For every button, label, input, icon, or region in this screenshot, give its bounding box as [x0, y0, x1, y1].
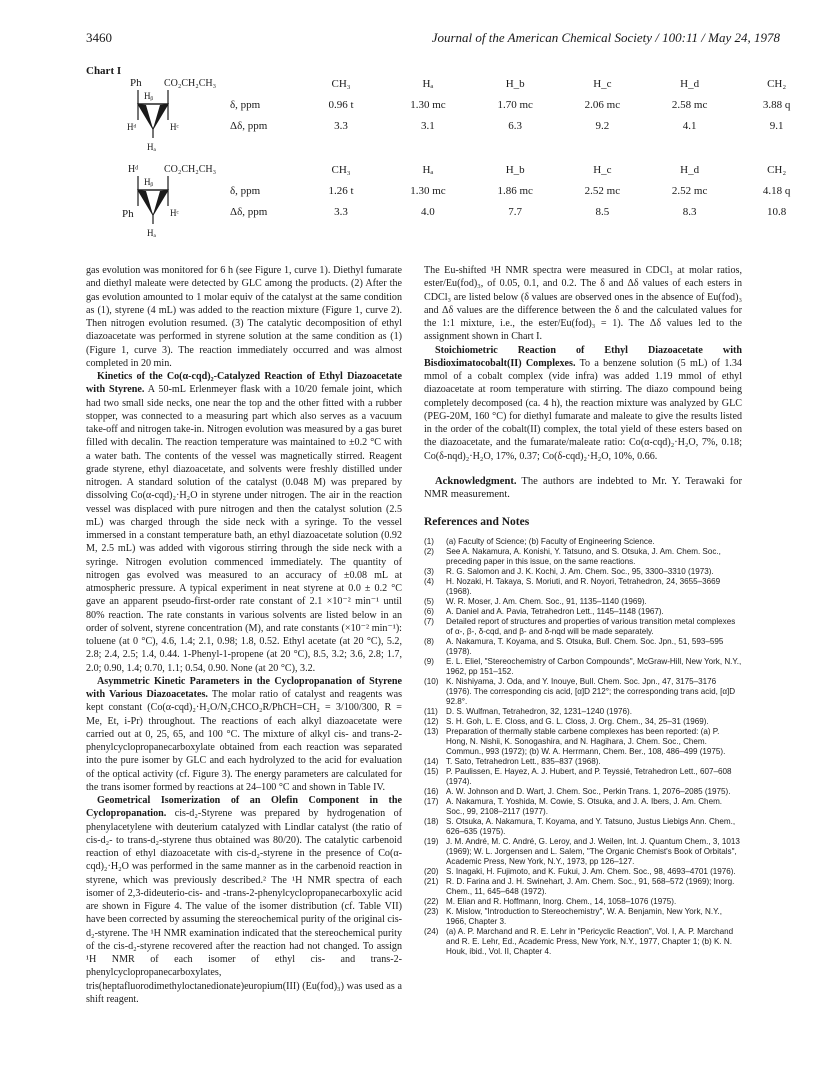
reference-text: A. Nakamura, T. Koyama, and S. Otsuka, Bull. Chem. Soc. Jpn., 51, 593–595 (1978).: [446, 636, 724, 656]
reference-item: [424, 787, 742, 797]
nmr-table-2-shift-row: [228, 201, 820, 222]
value-cell: 7.7: [508, 205, 523, 218]
page-number: 3460: [86, 30, 112, 45]
reference-item: [424, 567, 742, 577]
reference-item: [424, 617, 742, 637]
reference-item: [424, 537, 742, 547]
reference-number: (9): [424, 656, 434, 666]
body-paragraph: [86, 370, 402, 675]
reference-number: (10): [424, 676, 439, 686]
reference-number: (23): [424, 906, 439, 916]
value-cell: 1.30 mc: [410, 98, 446, 111]
body-paragraph: The Eu-shifted ¹H NMR spectra were measured in CDCl₃ at molar ratios, ester/Eu(fod)₃, of 0.05, 0.1, and 0.2. The δ and Δδ values of each esters in CDCl₃ are listed below (δ values are observed ones in the absence of Eu(fod)₃ and Δδ values are the difference between the δ and the calculated values for the 1:1 mixture, i.e., the ester/Eu(fod)₃ = 1). The Δδ values led to the assignment shown in Chart I.: [424, 265, 742, 343]
value-cell: 1.70 mc: [497, 98, 533, 111]
section-text: The molar ratio of catalyst and reagents was kept constant (Co(α-cqd)₂·H₂O/N₂CHCO₂R/PhCH=CH₂ = 3/100/300, R = Me, Et, i-Pr) throughout. The reactions of each alkyl diazoacetate were carried out at 0, 25, 65, and 100 °C. The mixture of alkyl cis- and trans-2-phenylcyclopropanecarboxylate obtained from each reaction was separated into the pure isomer by GLC and each hydrolyzed to the acid for evaluation of the optical activity (cf. Figure 3). The energy parameters are calculated for the trans isomer formed by reactions at 24–100 °C and shown in Table IV.: [86, 689, 403, 793]
reference-text: K. Nishiyama, J. Oda, and Y. Inouye, Bull. Chem. Soc. Jpn., 47, 3175–3176 (1976). The corresponding cis acid, [α]D 212°; the corresponding trans acid, [α]D 92.8°.: [446, 676, 736, 706]
value-cell: 8.5: [595, 205, 610, 218]
reference-text: A. Nakamura, T. Yoshida, M. Cowie, S. Otsuka, and J. A. Ibers, J. Am. Chem. Soc., 99, 2108–2117 (1977).: [446, 796, 723, 816]
chart-label: Chart I: [86, 65, 122, 77]
row-label: δ, ppm: [230, 98, 261, 111]
value-cell: 3.3: [334, 119, 348, 132]
references-list: [424, 537, 742, 957]
struct1-ester: CO₂CH₂CH₃: [164, 78, 217, 89]
reference-number: (12): [424, 716, 439, 726]
reference-number: (7): [424, 616, 434, 626]
reference-text: H. Nozaki, H. Takaya, S. Moriuti, and R. Noyori, Tetrahedron, 24, 3655–3669 (1968).: [446, 576, 721, 596]
header-cell: H_c: [593, 77, 612, 90]
nmr-table-1-header-row: [228, 73, 820, 94]
struct2-hc: Hᶜ: [170, 208, 179, 218]
header-cell: CH₂: [767, 163, 787, 176]
reference-text: (a) Faculty of Science; (b) Faculty of Engineering Science.: [446, 536, 655, 546]
cyclopropane-structure-2: [108, 158, 238, 248]
nmr-table-1: [228, 73, 820, 136]
body-paragraph: [86, 794, 402, 1006]
value-cell: 1.86 mc: [497, 184, 533, 197]
value-cell: 2.06 mc: [584, 98, 621, 111]
reference-item: [424, 867, 742, 877]
reference-number: (3): [424, 566, 434, 576]
reference-number: (1): [424, 536, 434, 546]
reference-number: (14): [424, 756, 439, 766]
reference-text: Detailed report of structures and properties of various transition metal complexes of α-, β-, δ-cqd, and β- and δ-nqd will be made separately.: [446, 616, 736, 636]
reference-text: D. S. Wulfman, Tetrahedron, 32, 1231–1240 (1976).: [446, 706, 632, 716]
value-cell: 0.96 t: [328, 98, 354, 111]
struct2-ha: Hₐ: [147, 228, 156, 238]
header-cell: Hₐ: [422, 163, 434, 176]
reference-text: (a) A. P. Marchand and R. E. Lehr in "Pericyclic Reaction", Vol. I, A. P. Marchand and R. E. Lehr, Ed., Academic Press, New York, N.Y., 1977, Chapter 1; (b) K. N. Houk, ibid., Vol. II, Chapter 4.: [446, 926, 734, 956]
header-cell: CH₂: [767, 77, 787, 90]
reference-number: (13): [424, 726, 439, 736]
row-label: Δδ, ppm: [230, 119, 268, 132]
struct1-hd: Hᵈ: [127, 122, 137, 132]
value-cell: 1.30 mc: [410, 184, 446, 197]
reference-item: [424, 907, 742, 927]
reference-number: (19): [424, 836, 439, 846]
struct2-ph: Ph: [122, 208, 134, 220]
reference-item: [424, 577, 742, 597]
reference-text: K. Mislow, "Introduction to Stereochemistry", W. A. Benjamin, New York, N.Y., 1966, Chapter 3.: [446, 906, 722, 926]
struct1-hc: Hᶜ: [170, 122, 179, 132]
reference-item: [424, 897, 742, 907]
reference-number: (4): [424, 576, 434, 586]
reference-item: [424, 757, 742, 767]
reference-number: (11): [424, 706, 438, 716]
value-cell: 8.3: [682, 205, 697, 218]
struct1-hb: Hᵦ: [144, 91, 154, 101]
value-cell: 3.1: [421, 119, 435, 132]
reference-number: (2): [424, 546, 434, 556]
reference-text: R. D. Farina and J. H. Swinehart, J. Am. Chem. Soc., 91, 568–572 (1969); Inorg. Chem., 11, 645–648 (1972).: [446, 876, 735, 896]
value-cell: 9.2: [595, 119, 610, 132]
reference-number: (22): [424, 896, 439, 906]
reference-text: Preparation of thermally stable carbene complexes has been reported: (a) P. Hong, N. Nishii, K. Sonogashira, and N. Hagihara, J. Chem. Soc., Chem. Commun., 993 (1972); (b) W. A. Herrmann, Chem. Ber., 108, 486–499 (1975).: [446, 726, 726, 756]
value-cell: 2.52 mc: [584, 184, 621, 197]
row-label: Δδ, ppm: [230, 205, 268, 218]
reference-item: [424, 877, 742, 897]
header-cell: H_d: [680, 77, 700, 90]
value-cell: 4.18 q: [762, 184, 791, 197]
struct1-ph: Ph: [130, 77, 142, 89]
reference-item: [424, 797, 742, 817]
section-heading: Asymmetric Kinetic Parameters in the Cyclopropanation of Styrene with Various Diazoacetates.: [86, 675, 402, 700]
reference-number: (6): [424, 606, 434, 616]
reference-item: [424, 607, 742, 617]
references-title: References and Notes: [424, 516, 530, 529]
reference-item: [424, 837, 742, 867]
struct1-ha: Hₐ: [147, 142, 156, 152]
nmr-table-2-header-row: [228, 159, 820, 180]
struct2-hd: Hᵈ: [128, 164, 139, 175]
reference-item: [424, 657, 742, 677]
reference-item: [424, 927, 742, 957]
value-cell: 2.58 mc: [671, 98, 708, 111]
reference-number: (17): [424, 796, 439, 806]
reference-item: [424, 717, 742, 727]
section-text: cis-d₂-Styrene was prepared by hydrogenation of phenylacetylene with deuterium catalyzed with Lindlar catalyst (the ratio of cis-d₂- to trans-d₂-styrene thus obtained was 80/20). The catalytic carbenoid reaction of ethyl diazoacetate with cis-d₂-styrene in the presence of Co(α-cqd)₂·H₂O was performed in the same manner as in the carbenoid reaction in styrene, which was previously described.² The ¹H NMR spectra of each isomer of 2,3-dideuterio-cis- and -trans-2-phenylcyclopropanecarboxylic acid are shown in Figure 4. The value of the isomer distribution (cf. Table VII) have been corrected by assuming the stereochemical purity of the original cis-d₂-styrene. The ¹H NMR examination indicated that the stereochemical purity of the cis-d₂-styrene recovered after the reaction had not changed. To assign ¹H NMR of each isomer of ethyl cis- and trans-2-phenylcyclopropanecarboxylates, tris(heptafluorodimethyloctanedionate)europium(III) (Eu(fod)₃) was used as a shift reagent.: [86, 808, 402, 1005]
nmr-table-2: [228, 159, 820, 222]
body-paragraph: [86, 675, 402, 794]
reference-text: P. Paulissen, E. Hayez, A. J. Hubert, and P. Teyssié, Tetrahedron Lett., 607–608 (1974).: [446, 766, 732, 786]
reference-number: (18): [424, 816, 439, 826]
header-cell: CH₃: [331, 77, 351, 90]
section-heading: Stoichiometric Reaction of Ethyl Diazoacetate with Bisdioximatocobalt(II) Complexes.: [424, 344, 742, 369]
header-cell: H_b: [505, 77, 525, 90]
header-cell: H_b: [505, 163, 525, 176]
reference-number: (15): [424, 766, 439, 776]
value-cell: 3.3: [334, 205, 348, 218]
reference-text: W. R. Moser, J. Am. Chem. Soc., 91, 1135–1140 (1969).: [446, 596, 647, 606]
journal-header: Journal of the American Chemical Society / 100:11 / May 24, 1978: [431, 30, 780, 45]
struct2-ester: CO₂CH₂CH₃: [164, 164, 217, 175]
value-cell: 10.8: [767, 205, 787, 218]
reference-text: A. W. Johnson and D. Wart, J. Chem. Soc., Perkin Trans. 1, 2076–2085 (1975).: [446, 786, 731, 796]
reference-text: J. M. André, M. C. André, G. Leroy, and J. Weilen, Int. J. Quantum Chem., 3, 1013 (1969); W. L. Jorgensen and L. Salem, "The Organic Chemist's Book of Orbitals", Academic Press, New York, N.Y., 1973, pp 126–127.: [446, 836, 740, 866]
body-paragraph: [424, 344, 742, 463]
reference-text: See A. Nakamura, A. Konishi, Y. Tatsuno, and S. Otsuka, J. Am. Chem. Soc., preceding paper in this issue, on the same reactions.: [446, 546, 721, 566]
reference-text: S. H. Goh, L. E. Closs, and G. L. Closs, J. Org. Chem., 34, 25–31 (1969).: [446, 716, 709, 726]
body-paragraph: gas evolution was monitored for 6 h (see Figure 1, curve 1). Diethyl fumarate and diethyl maleate were detected by GLC among the products. (2) After the gas evolution amounted to 1 molar equiv of the catalyst at the same condition as (1), styrene (4 mL) was added to the reaction mixture (Figure 1, curve 2). Then nitrogen evolution resumed. (3) The catalytic decomposition of ethyl diazoacetate was performed in styrene solution at the same condition as (1) (Figure 1, curve 3). The reaction immediately occurred and was almost completed in 20 min.: [86, 265, 402, 369]
reference-item: [424, 637, 742, 657]
left-column: [86, 264, 402, 1006]
reference-item: [424, 597, 742, 607]
value-cell: 4.1: [682, 119, 697, 132]
reference-number: (5): [424, 596, 434, 606]
acknowledgment-text: The authors are indebted to Mr. Y. Terawaki for NMR measurement.: [424, 475, 742, 500]
reference-text: T. Sato, Tetrahedron Lett., 835–837 (1968).: [446, 756, 601, 766]
reference-number: (24): [424, 926, 439, 936]
nmr-table-2-delta-row: [228, 180, 820, 201]
section-heading: Kinetics of the Co(α-cqd)₂-Catalyzed Reaction of Ethyl Diazoacetate with Styrene.: [86, 371, 402, 396]
reference-number: (16): [424, 786, 439, 796]
reference-item: [424, 707, 742, 717]
value-cell: 2.52 mc: [671, 184, 708, 197]
value-cell: 4.0: [421, 205, 435, 218]
nmr-table-1-shift-row: [228, 115, 820, 136]
header-cell: CH₃: [331, 163, 351, 176]
value-cell: 6.3: [508, 119, 523, 132]
right-column: [424, 264, 742, 957]
section-text: To a benzene solution (5 mL) of 1.34 mmol of a cobalt complex (vide infra) was added 1.19 mmol of ethyl diazoacetate at room temperature with stirring. The diazo compound being completely decomposed (ca. 4 h), the reaction mixture was analyzed by GLC (PEG-20M, 160 °C) for diethyl fumarate and maleate to give the results listed in the order of the cobalt(II) complex, the total yield of these esters based on the diazoacetate, and the fumarate/maleate ratio: Co(α-cqd)₂·H₂O, 7%, 0.18; Co(δ-nqd)₂·H₂O, 17%, 0.37; Co(δ-cqd)₂·H₂O, 10%, 0.66.: [424, 357, 742, 462]
reference-item: [424, 547, 742, 567]
cyclopropane-structure-1: [108, 72, 238, 162]
reference-number: (8): [424, 636, 434, 646]
reference-item: [424, 817, 742, 837]
reference-number: (20): [424, 866, 439, 876]
reference-text: R. G. Salomon and J. K. Kochi, J. Am. Chem. Soc., 95, 3300–3310 (1973).: [446, 566, 714, 576]
struct2-hb: Hᵦ: [144, 177, 154, 187]
reference-number: (21): [424, 876, 439, 886]
section-text: A 50-mL Erlenmeyer flask with a 10/20 female joint, which had two small side necks, one near the top and the other fitted with a rubber stopper, was connected to a measuring part which also serves as a vacuum take-off and nitrogen take-in. Nitrogen evolution was measured by a gas buret filled with decalin. The reaction temperature was maintained to ±0.2 °C with a water bath. The contents of the vessel was magnetically stirred. Reagent grade styrene, ethyl diazoacetate, and solvents were freshly distilled under nitrogen. A standard solution of the catalyst (0.048 M) was prepared by dissolving Co(α-cqd)₂·H₂O in styrene under nitrogen. The air in the reaction vessel was displaced with pure nitrogen and then the catalyst solution (2.5 mL) was charged through the side neck with a syringe. To the vessel immersed in a constant temperature bath, an ethyl diazoacetate solution (0.92 M, 2.5 mL) was added with vigorous stirring through the side neck with a syringe. Nitrogen evolution commenced immediately. The quantity of nitrogen gas evolved was measured to an accuracy of ±0.08 mL at atmospheric pressure. A typical experiment in neat styrene at 0.0 ± 0.2 °C gave an apparent pseudo-first-order rate constant of 2.1 ×10⁻² min⁻¹ until 80% reaction. The rate constants in various solvents are listed below in an order of solvent, styrene concentration (M), and rate constants (×10⁻² min⁻¹): toluene (at 0 °C), 4.6, 1.4; 2.1, 0.98; 1.8, 0.52. Ethyl acetate (at 20 °C), 5.2, 2.8; 2.4, 2.5; 1.4, 0.44. 1-Phenyl-1-propene (at 20 °C), 8.5, 3.2; 3.6, 2.8; 1.7, 2.0; 0.90, 1.4; 0.70, 1.1; 0.54, 0.90. None (at 20 °C), 3.2.: [86, 384, 403, 674]
reference-text: S. Otsuka, A. Nakamura, T. Koyama, and Y. Tatsuno, Justus Liebigs Ann. Chem., 626–635 (1975).: [446, 816, 736, 836]
reference-item: [424, 727, 742, 757]
reference-text: S. Inagaki, H. Fujimoto, and K. Fukui, J. Am. Chem. Soc., 98, 4693–4701 (1976).: [446, 866, 736, 876]
reference-text: E. L. Eliel, "Stereochemistry of Carbon Compounds", McGraw-Hill, New York, N.Y., 1962, pp 151–152.: [446, 656, 742, 676]
reference-item: [424, 767, 742, 787]
reference-text: A. Daniel and A. Pavia, Tetrahedron Lett., 1145–1148 (1967).: [446, 606, 664, 616]
header-cell: H_c: [593, 163, 612, 176]
value-cell: 1.26 t: [328, 184, 354, 197]
acknowledgment: [424, 475, 742, 502]
header-cell: Hₐ: [422, 77, 434, 90]
acknowledgment-heading: Acknowledgment.: [435, 475, 517, 487]
reference-item: [424, 677, 742, 707]
row-label: δ, ppm: [230, 184, 261, 197]
reference-text: M. Elian and R. Hoffmann, Inorg. Chem., 14, 1058–1076 (1975).: [446, 896, 677, 906]
value-cell: 9.1: [769, 119, 784, 132]
nmr-table-1-delta-row: [228, 94, 820, 115]
header-cell: H_d: [680, 163, 700, 176]
section-heading: Geometrical Isomerization of an Olefin Component in the Cyclopropanation.: [86, 795, 402, 820]
value-cell: 3.88 q: [762, 98, 791, 111]
